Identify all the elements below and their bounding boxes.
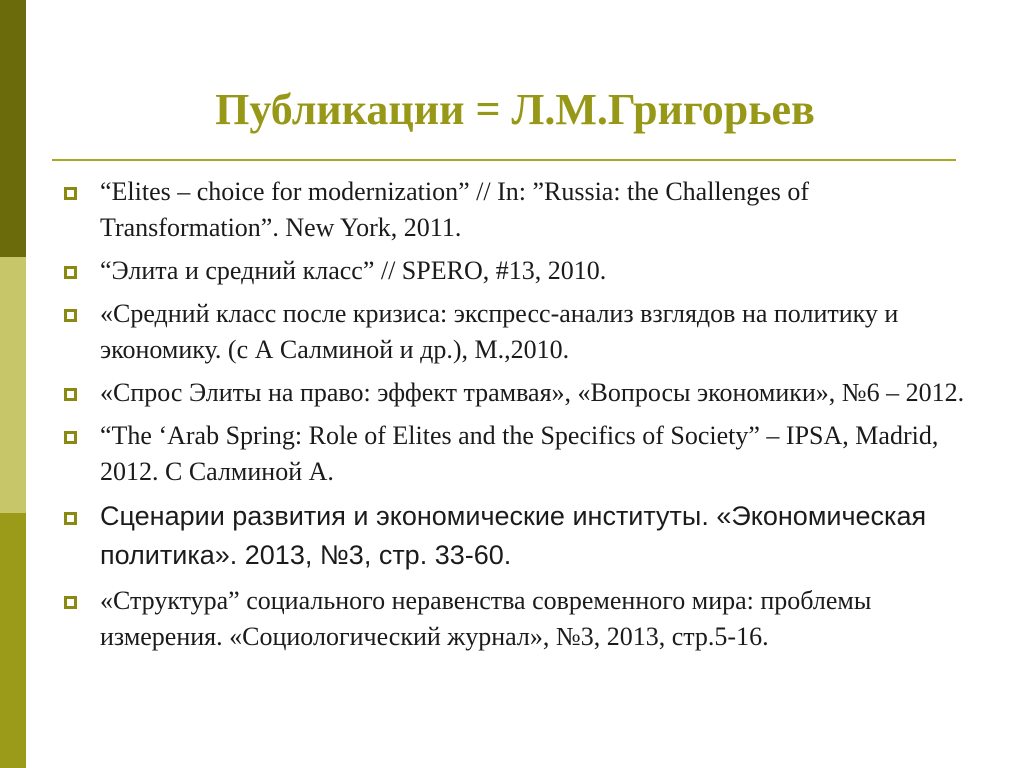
bullet-icon <box>64 512 77 525</box>
bullet-icon <box>64 596 77 609</box>
bullet-icon <box>64 431 77 444</box>
list-item <box>60 583 965 655</box>
list-item <box>60 253 965 289</box>
decorative-stripe-top <box>0 0 26 257</box>
publication-list <box>60 174 965 662</box>
decorative-stripe-bottom <box>0 513 26 768</box>
list-item <box>60 375 965 411</box>
list-item <box>60 497 965 575</box>
slide-title: Публикации = Л.М.Григорьев <box>215 85 815 134</box>
list-item-text: «Структура” социального неравенства современного мира: проблемы измерения. «Социологический журнал», №3, 2013, стр.5-16. <box>100 586 872 651</box>
list-item-text: «Спрос Элиты на право: эффект трамвая», «Вопросы экономики», №6 – 2012. <box>100 378 965 407</box>
bullet-icon <box>64 187 77 200</box>
list-item-text: “Элита и средний класс” // SPERO, #13, 2010. <box>100 256 607 285</box>
list-item-text: Сценарии развития и экономические институты. «Экономическая политика». 2013, №3, стр. 33-60. <box>100 501 927 570</box>
title-divider <box>52 159 956 161</box>
list-item <box>60 174 965 246</box>
list-item <box>60 418 965 490</box>
bullet-icon <box>64 388 77 401</box>
bullet-icon <box>64 266 77 279</box>
list-item <box>60 296 965 368</box>
list-item-text: “The ‘Arab Spring: Role of Elites and the Specifics of Society” – IPSA, Madrid, 2012. С Салминой А. <box>100 421 939 486</box>
list-item-text: «Средний класс после кризиса: экспресс-анализ взглядов на политику и экономику. (с А Салминой и др.), М.,2010. <box>100 299 899 364</box>
bullet-icon <box>64 309 77 322</box>
decorative-stripe-middle <box>0 257 26 513</box>
list-item-text: “Elites – choice for modernization” // In: ”Russia: the Challenges of Transformation”. New York, 2011. <box>100 177 810 242</box>
